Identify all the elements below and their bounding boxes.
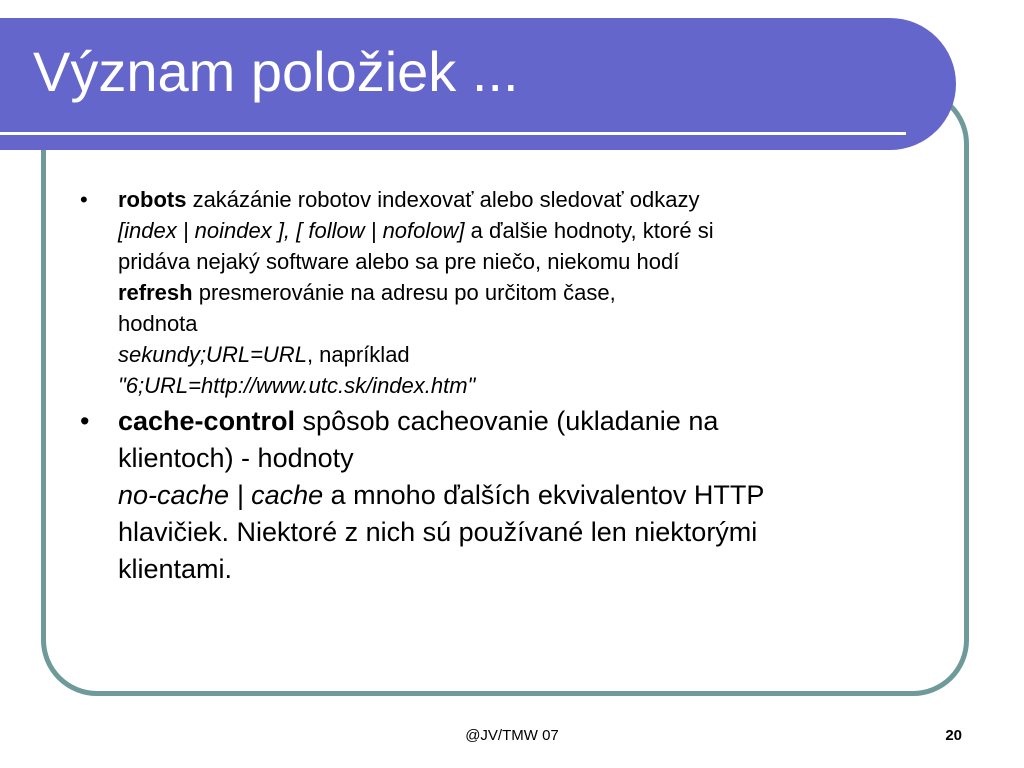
bullet-line: pridáva nejaký software alebo sa pre niečo, niekomu hodí [118,249,680,274]
bullet-marker: • [80,406,90,436]
bullet-line [118,477,960,514]
text-span: a mnoho ďalších ekvivalentov HTTP [323,480,765,510]
text-span: a ďalšie hodnoty, ktoré si [464,218,714,243]
bullet-line [118,339,960,370]
page-number: 20 [945,727,962,744]
term-robots: robots [118,187,187,212]
cache-values: no-cache | cache [118,480,324,510]
slide-title: Význam položiek ... [33,40,519,103]
bullet-line [118,403,960,440]
bullet-line [118,277,960,308]
bullet-line [118,184,960,215]
text-span: presmerovánie na adresu po určitom čase, [192,280,616,305]
slide-body [80,184,960,588]
term-refresh: refresh [118,280,193,305]
text-span: spôsob cacheovanie (ukladanie na [295,406,719,436]
bullet-line [118,370,960,401]
bullet-line: hodnota [118,311,198,336]
bullet-line: klientami. [118,554,233,584]
title-underline [0,132,906,135]
bullet-line [118,215,960,246]
bullet-cache-control [80,403,960,588]
bullet-marker: • [80,187,88,212]
refresh-syntax: sekundy;URL=URL [118,342,307,367]
robots-values: [index | noindex ], [ follow | nofolow] [118,218,465,243]
text-span: zakázánie robotov indexovať alebo sledovať odkazy [186,187,700,212]
term-cache-control: cache-control [118,406,296,436]
footer-text: @JV/TMW 07 [465,727,559,744]
refresh-example: "6;URL=http://www.utc.sk/index.htm" [118,373,476,398]
text-span: , napríklad [306,342,410,367]
bullet-robots [80,184,960,401]
bullet-line: hlavičiek. Niektoré z nich sú používané len niektorými [118,517,758,547]
bullet-line: klientoch) - hodnoty [118,443,354,473]
